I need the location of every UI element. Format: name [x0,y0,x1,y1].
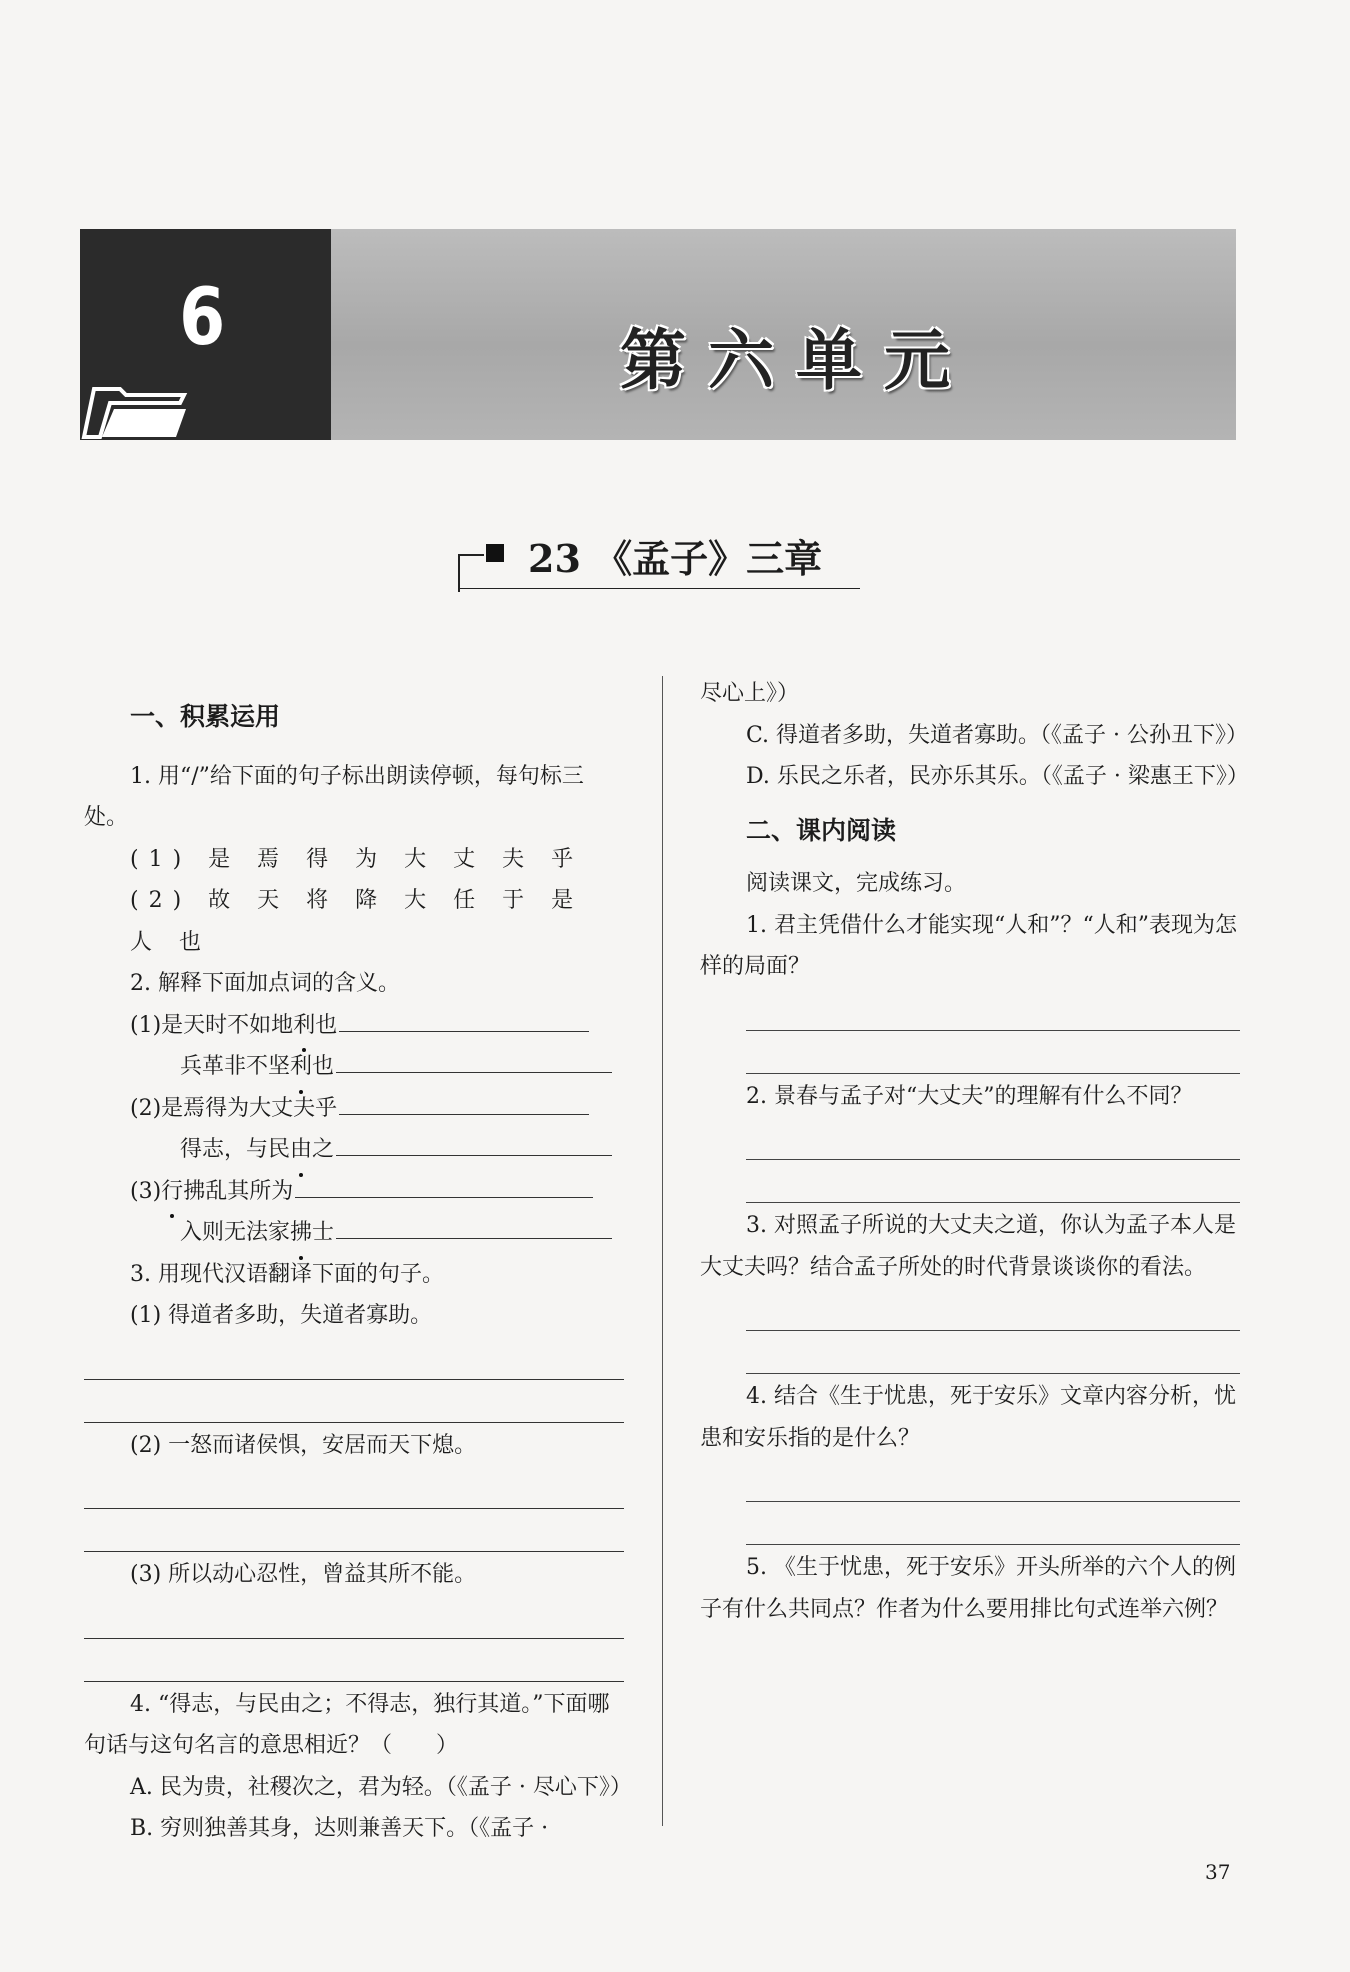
q3-item-1: (1) 得道者多助，失道者寡助。 [130,1303,433,1328]
q4-option-a: A. 民为贵，社稷次之，君为轻。（《孟子 · 尽心下》） [130,1774,632,1800]
answer-blank[interactable] [339,1005,589,1032]
heading-bracket [458,554,484,592]
unit-banner [80,229,1236,440]
answer-line[interactable] [746,1502,1240,1545]
unit-title: 第六单元 [620,321,972,399]
lesson-title: 23 《孟子》三章 [528,536,823,581]
question-3: 3. 用现代汉语翻译下面的句子。 [130,1261,444,1287]
lesson-heading [458,530,858,580]
answer-line[interactable] [84,1380,624,1423]
q2-item: (1) 是天时不如地 利 也 [84,1005,624,1047]
answer-line[interactable] [746,1117,1240,1160]
q2-item: (3) 行 拂乱其所为 [84,1171,624,1213]
answer-blank[interactable] [336,1212,612,1239]
q1-item-1: (1) 是 焉 得 为 大 丈 夫 乎 [130,846,584,872]
question-2: 2. 解释下面加点词的含义。 [130,971,400,996]
reading-intro: 阅读课文，完成练习。 [746,871,967,896]
square-bullet-icon [486,544,504,562]
section-heading-2: 二、课内阅读 [746,815,897,845]
column-divider [662,676,663,1826]
q3-item-3: (3) 所以动心忍性，曾益其所不能。 [130,1562,477,1587]
q4-option-b-continued: 尽心上》） [700,681,800,706]
answer-line[interactable] [84,1466,624,1509]
answer-line[interactable] [746,1031,1240,1074]
unit-number: 6 [179,273,226,363]
question-4: 4. “得志，与民由之；不得志，独行其道。”下面哪句话与这句名言的意思相近？（ ） [84,1691,610,1758]
answer-blank[interactable] [336,1129,612,1156]
reading-question-4: 4. 结合《生于忧患，死于安乐》文章内容分析，忧患和安乐指的是什么？ [700,1384,1236,1451]
q2-item: (2) 是焉得为大丈夫乎 [84,1088,624,1130]
answer-line[interactable] [84,1509,624,1552]
answer-line[interactable] [84,1596,624,1639]
answer-blank[interactable] [295,1171,593,1198]
answer-line[interactable] [746,988,1240,1031]
answer-blank[interactable] [339,1088,589,1115]
reading-question-5: 5. 《生于忧患，死于安乐》开头所举的六个人的例子有什么共同点？作者为什么要用排比句式连举六例？ [700,1555,1236,1622]
q4-option-d: D. 乐民之乐者，民亦乐其乐。（《孟子 · 梁惠王下》） [746,764,1249,789]
q3-item-2: (2) 一怒而诸侯惧，安居而天下熄。 [130,1432,477,1458]
right-column [700,673,1249,1630]
q1-item-2: (2) 故 天 将 降 大 任 于 是 人 也 [130,888,584,955]
answer-line[interactable] [84,1337,624,1380]
answer-line[interactable] [746,1459,1240,1502]
q4-option-b: B. 穷则独善其身，达则兼善天下。（《孟子 · [130,1816,549,1841]
reading-question-2: 2. 景春与孟子对“大丈夫”的理解有什么不同？ [746,1083,1193,1109]
question-1: 1. 用“/”给下面的句子标出朗读停顿，每句标三处。 [84,763,584,830]
answer-line[interactable] [746,1288,1240,1331]
answer-blank[interactable] [336,1046,612,1073]
banner-dark-block [80,229,331,440]
q2-item: 兵革非不坚 利 也 [84,1046,624,1088]
q2-item: 得志，与民 由 之 [84,1129,624,1171]
answer-line[interactable] [746,1331,1240,1374]
answer-line[interactable] [746,1160,1240,1203]
reading-question-1: 1. 君主凭借什么才能实现“人和”？“人和”表现为怎样的局面？ [700,912,1237,979]
answer-line[interactable] [84,1639,624,1682]
page-number: 37 [1205,1860,1231,1884]
q4-option-c: C. 得道者多助，失道者寡助。（《孟子 · 公孙丑下》） [746,722,1249,748]
q2-item: 入则无法家 拂 士 [84,1212,624,1254]
section-heading-1: 一、积累运用 [130,702,281,731]
left-column [84,660,632,1850]
reading-question-3: 3. 对照孟子所说的大丈夫之道，你认为孟子本人是大丈夫吗？结合孟子所处的时代背景谈谈你的看法。 [700,1213,1236,1280]
folder-icon [80,379,188,439]
heading-underline [458,588,860,589]
